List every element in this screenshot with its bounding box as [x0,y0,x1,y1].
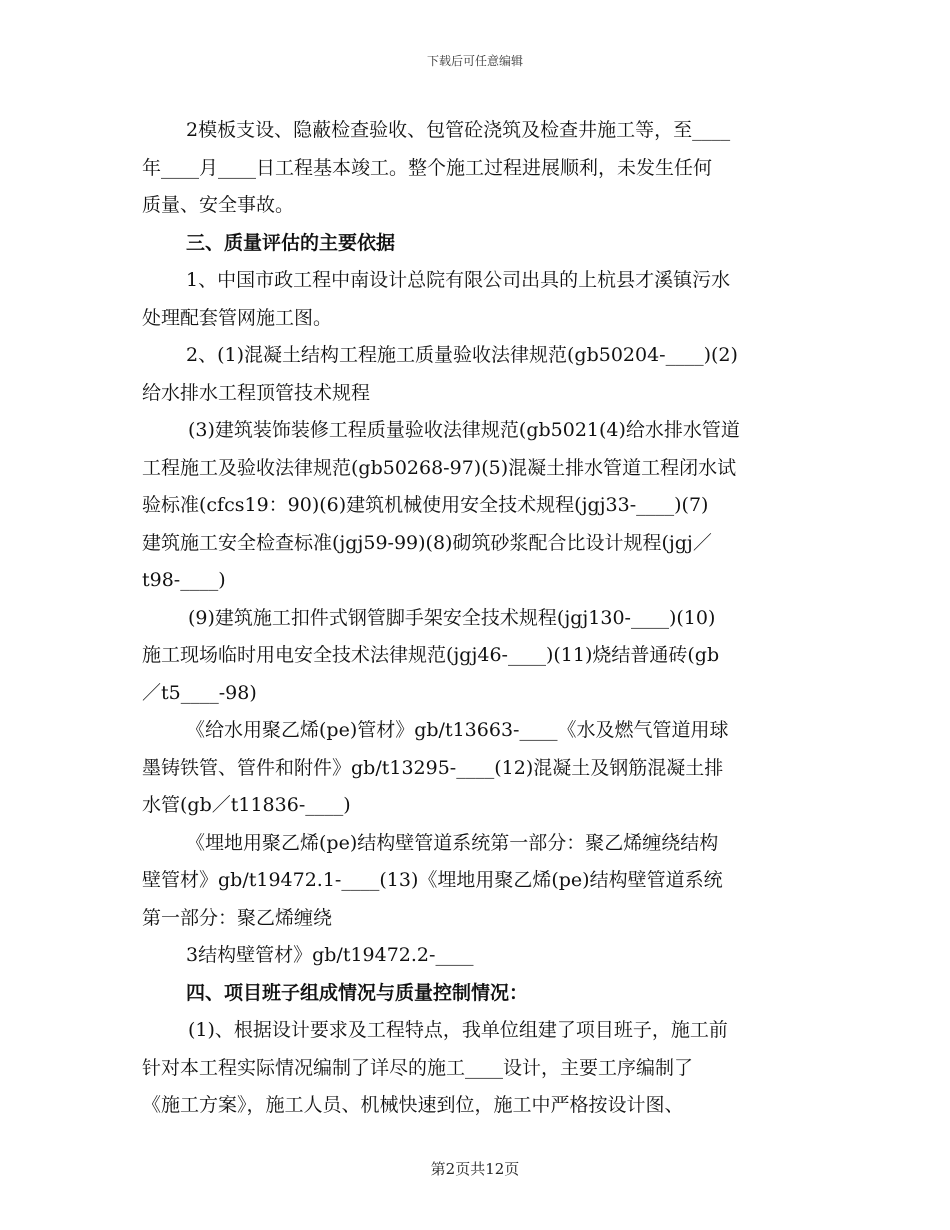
text-line: 给水排水工程顶管技术规程 [142,381,371,404]
section-heading: 四、项目班子组成情况与质量控制情况： [186,981,529,1004]
text-line: 墨铸铁管、管件和附件》gb/t13295-____(12)混凝土及钢筋混凝土排 [142,756,724,779]
text-line: 第一部分：聚乙烯缠绕 [142,906,333,929]
document-body [142,112,810,1125]
text-line: 2模板支设、隐蔽检查验收、包管砼浇筑及检查井施工等，至____ [186,119,731,141]
text-line: 3结构壁管材》gb/t19472.2-____ [186,944,474,966]
text-line: 验标准(cfcs19：90)(6)建筑机械使用安全技术规程(jgj33-____)(7) [142,494,709,516]
text-line: 水管(gb／t11836-____) [142,794,351,816]
text-line: (9)建筑施工扣件式钢管脚手架安全技术规程(jgj130-____)(10) [188,606,716,629]
text-line: 《施工方案》，施工人员、机械快速到位，施工中严格按设计图、 [142,1094,684,1116]
text-line: 质量、安全事故。 [142,194,295,216]
text-line: (3)建筑装饰装修工程质量验收法律规范(gb5021(4)给水排水管道 [188,419,740,441]
text-line: 1、中国市政工程中南设计总院有限公司出具的上杭县才溪镇污水 [186,269,731,291]
page-footer: 第2页共12页 [430,1160,520,1178]
text-line: ／t5____-98) [142,681,257,704]
text-line: 2、(1)混凝土结构工程施工质量验收法律规范(gb50204-____)(2) [186,344,738,366]
text-line: (1)、根据设计要求及工程特点，我单位组建了项目班子，施工前 [188,1019,728,1041]
text-line: 壁管材》gb/t19472.1-____(13)《埋地用聚乙烯(pe)结构壁管道系统 [142,869,723,891]
section-heading: 三、质量评估的主要依据 [186,231,396,254]
text-line: 施工现场临时用电安全技术法律规范(jgj46-____)(11)烧结普通砖(gb [142,644,720,666]
text-line: 建筑施工安全检查标准(jgj59-99)(8)砌筑砂浆配合比设计规程(jgj／ [142,531,712,554]
text-line: 针对本工程实际情况编制了详尽的施工____设计，主要工序编制了 [142,1056,694,1079]
text-line: 处理配套管网施工图。 [142,306,333,329]
page-header: 下载后可任意编辑 [426,54,523,68]
text-line: 年____月____日工程基本竣工。整个施工过程进展顺利，未发生任何 [142,156,713,179]
text-line: 工程施工及验收法律规范(gb50268-97)(5)混凝土排水管道工程闭水试 [142,456,737,479]
text-line: t98-____) [142,569,226,591]
text-line: 《给水用聚乙烯(pe)管材》gb/t13663-____《水及燃气管道用球 [186,719,729,741]
text-line: 《埋地用聚乙烯(pe)结构壁管道系统第一部分：聚乙烯缠绕结构 [186,831,719,854]
